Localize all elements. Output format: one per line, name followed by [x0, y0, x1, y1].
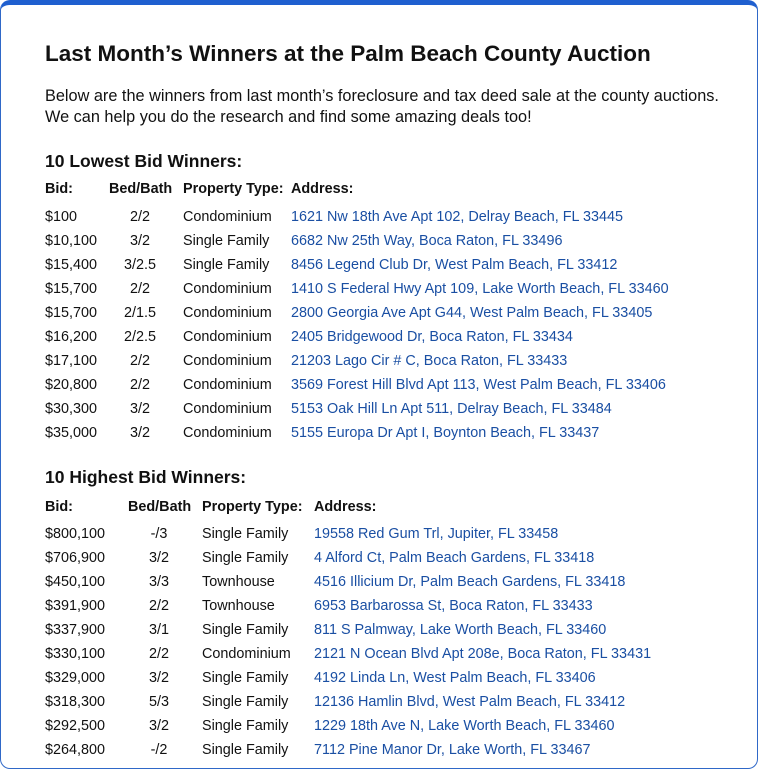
- table-header: [1, 499, 760, 519]
- bed-bath: 5/3: [148, 694, 169, 710]
- bed-bath: 3/2: [129, 425, 150, 441]
- address-link[interactable]: 19558 Red Gum Trl, Jupiter, FL 33458: [314, 526, 559, 542]
- property-type: Condominium: [183, 377, 272, 393]
- bid-amount: $20,800: [45, 377, 98, 393]
- column-header-bed-bath: Bed/Bath: [109, 181, 173, 197]
- bed-bath: -/3: [150, 526, 168, 542]
- column-header-address: Address:: [314, 499, 377, 515]
- table-row: [1, 209, 760, 229]
- address-link[interactable]: 8456 Legend Club Dr, West Palm Beach, FL 33412: [291, 257, 618, 273]
- bid-amount: $329,000: [45, 670, 106, 686]
- address-link[interactable]: 6953 Barbarossa St, Boca Raton, FL 33433: [314, 598, 593, 614]
- bid-amount: $330,100: [45, 646, 106, 662]
- table-row: [1, 526, 760, 546]
- column-header-address: Address:: [291, 181, 354, 197]
- table-row: [1, 670, 760, 690]
- table-row: [1, 694, 760, 714]
- table-row: [1, 257, 760, 277]
- property-type: Condominium: [183, 329, 272, 345]
- property-type: Condominium: [183, 425, 272, 441]
- address-link[interactable]: 21203 Lago Cir # C, Boca Raton, FL 33433: [291, 353, 568, 369]
- bid-amount: $30,300: [45, 401, 98, 417]
- table-row: [1, 401, 760, 421]
- address-link[interactable]: 5155 Europa Dr Apt I, Boynton Beach, FL 33437: [291, 425, 600, 441]
- bid-amount: $100: [45, 209, 78, 225]
- table-row: [1, 425, 760, 445]
- bed-bath: 3/2.5: [123, 257, 156, 273]
- bed-bath: 3/2: [129, 233, 150, 249]
- address-link[interactable]: 811 S Palmway, Lake Worth Beach, FL 33460: [314, 622, 607, 638]
- table-row: [1, 281, 760, 301]
- bid-amount: $706,900: [45, 550, 106, 566]
- table-row: [1, 377, 760, 397]
- address-link[interactable]: 1621 Nw 18th Ave Apt 102, Delray Beach, FL 33445: [291, 209, 624, 225]
- bid-amount: $391,900: [45, 598, 106, 614]
- bed-bath: 2/2.5: [123, 329, 156, 345]
- property-type: Condominium: [202, 646, 291, 662]
- bid-amount: $800,100: [45, 526, 106, 542]
- address-link[interactable]: 6682 Nw 25th Way, Boca Raton, FL 33496: [291, 233, 563, 249]
- property-type: Townhouse: [202, 574, 275, 590]
- property-type: Single Family: [202, 526, 289, 542]
- bid-amount: $318,300: [45, 694, 106, 710]
- property-type: Single Family: [183, 257, 270, 273]
- bed-bath: 2/2: [129, 209, 150, 225]
- table-row: [1, 329, 760, 349]
- bed-bath: -/2: [150, 742, 168, 758]
- bid-amount: $337,900: [45, 622, 106, 638]
- property-type: Single Family: [202, 718, 289, 734]
- bed-bath: 3/3: [148, 574, 169, 590]
- bed-bath: 3/2: [148, 670, 169, 686]
- bid-amount: $15,700: [45, 305, 98, 321]
- address-link[interactable]: 4 Alford Ct, Palm Beach Gardens, FL 33418: [314, 550, 595, 566]
- address-link[interactable]: 7112 Pine Manor Dr, Lake Worth, FL 33467: [314, 742, 591, 758]
- property-type: Single Family: [202, 622, 289, 638]
- address-link[interactable]: 2405 Bridgewood Dr, Boca Raton, FL 33434: [291, 329, 573, 345]
- bed-bath: 2/1.5: [123, 305, 156, 321]
- bed-bath: 2/2: [148, 646, 169, 662]
- table-row: [1, 646, 760, 666]
- bed-bath: 3/2: [129, 401, 150, 417]
- bid-amount: $450,100: [45, 574, 106, 590]
- bid-amount: $15,700: [45, 281, 98, 297]
- address-link[interactable]: 2121 N Ocean Blvd Apt 208e, Boca Raton, FL 33431: [314, 646, 652, 662]
- table-row: [1, 305, 760, 325]
- bed-bath: 3/2: [148, 550, 169, 566]
- bed-bath: 2/2: [129, 353, 150, 369]
- table-row: [1, 574, 760, 594]
- property-type: Single Family: [183, 233, 270, 249]
- address-link[interactable]: 5153 Oak Hill Ln Apt 511, Delray Beach, FL 33484: [291, 401, 612, 417]
- table-row: [1, 550, 760, 570]
- address-link[interactable]: 3569 Forest Hill Blvd Apt 113, West Palm Beach, FL 33406: [291, 377, 666, 393]
- bed-bath: 2/2: [148, 598, 169, 614]
- address-link[interactable]: 1410 S Federal Hwy Apt 109, Lake Worth Beach, FL 33460: [291, 281, 669, 297]
- property-type: Single Family: [202, 742, 289, 758]
- bid-amount: $10,100: [45, 233, 98, 249]
- table-row: [1, 353, 760, 373]
- property-type: Condominium: [183, 401, 272, 417]
- bid-amount: $264,800: [45, 742, 106, 758]
- property-type: Condominium: [183, 305, 272, 321]
- property-type: Condominium: [183, 209, 272, 225]
- bed-bath: 2/2: [129, 281, 150, 297]
- highest-bids-heading: 10 Highest Bid Winners:: [45, 467, 247, 487]
- table-header: [1, 181, 760, 201]
- table-row: [1, 598, 760, 618]
- address-link[interactable]: 2800 Georgia Ave Apt G44, West Palm Beach, FL 33405: [291, 305, 653, 321]
- table-row: [1, 718, 760, 738]
- property-type: Single Family: [202, 550, 289, 566]
- property-type: Condominium: [183, 353, 272, 369]
- lowest-bids-heading: 10 Lowest Bid Winners:: [45, 151, 243, 171]
- bid-amount: $16,200: [45, 329, 98, 345]
- bid-amount: $35,000: [45, 425, 98, 441]
- column-header-bid: Bid:: [45, 181, 73, 197]
- column-header-bed-bath: Bed/Bath: [128, 499, 192, 515]
- table-row: [1, 233, 760, 253]
- column-header-property-type: Property Type:: [202, 499, 303, 515]
- address-link[interactable]: 12136 Hamlin Blvd, West Palm Beach, FL 33412: [314, 694, 626, 710]
- table-row: [1, 622, 760, 642]
- bid-amount: $17,100: [45, 353, 98, 369]
- property-type: Condominium: [183, 281, 272, 297]
- property-type: Single Family: [202, 694, 289, 710]
- intro-paragraph: Below are the winners from last month’s foreclosure and tax deed sale at the county auctions. We can help you do the research and find some amazing deals too!: [45, 87, 719, 126]
- column-header-property-type: Property Type:: [183, 181, 284, 197]
- table-row: [1, 742, 760, 762]
- address-link[interactable]: 1229 18th Ave N, Lake Worth Beach, FL 33460: [314, 718, 615, 734]
- property-type: Single Family: [202, 670, 289, 686]
- address-link[interactable]: 4516 Illicium Dr, Palm Beach Gardens, FL 33418: [314, 574, 626, 590]
- property-type: Townhouse: [202, 598, 275, 614]
- bid-amount: $15,400: [45, 257, 98, 273]
- page-title: Last Month’s Winners at the Palm Beach County Auction: [45, 41, 651, 66]
- column-header-bid: Bid:: [45, 499, 73, 515]
- bed-bath: 3/1: [148, 622, 169, 638]
- address-link[interactable]: 4192 Linda Ln, West Palm Beach, FL 33406: [314, 670, 596, 686]
- bid-amount: $292,500: [45, 718, 106, 734]
- bed-bath: 3/2: [148, 718, 169, 734]
- bed-bath: 2/2: [129, 377, 150, 393]
